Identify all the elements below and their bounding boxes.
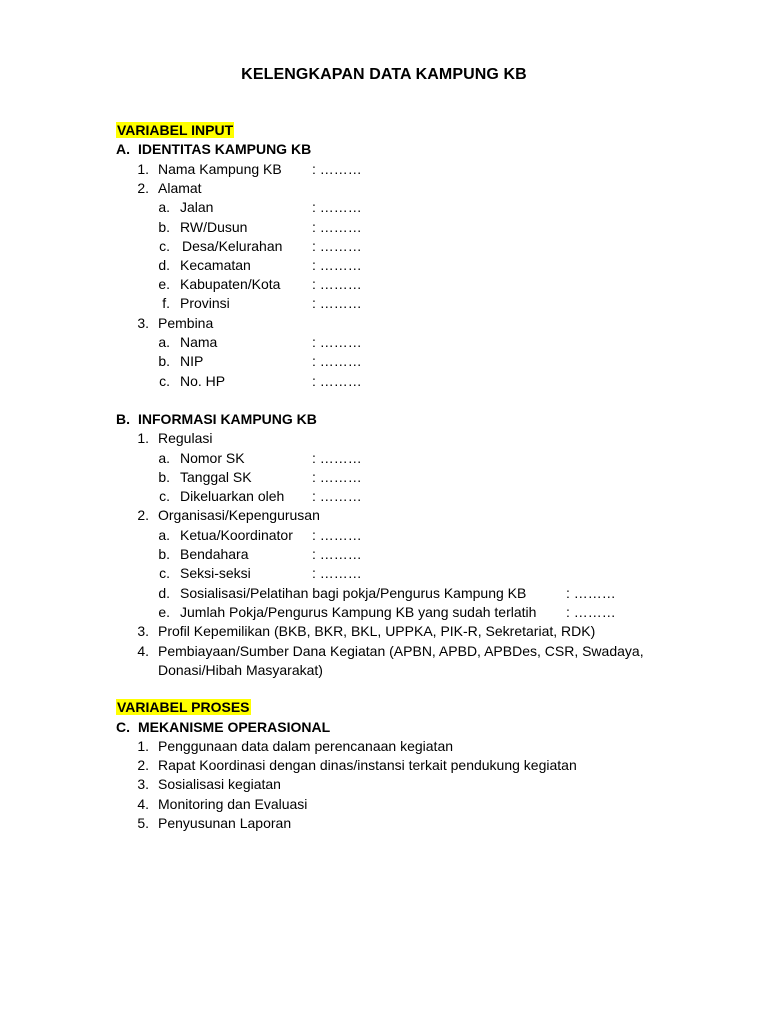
section-c-heading [116, 718, 330, 737]
list-item [0, 468, 768, 487]
item-label: Alamat [158, 180, 202, 196]
list-item [0, 256, 768, 275]
item-number: 3. [137, 623, 149, 639]
item-label: Monitoring dan Evaluasi [158, 796, 308, 812]
item-letter: a. [158, 527, 170, 543]
list-item [0, 372, 768, 391]
item-letter: b. [158, 353, 170, 369]
item-label: Bendahara [180, 546, 249, 562]
section-a-letter: A. [116, 141, 130, 157]
list-item [0, 545, 768, 564]
item-label: Rapat Koordinasi dengan dinas/instansi terkait pendukung kegiatan [158, 757, 577, 773]
item-letter: c. [159, 488, 170, 504]
item-label-continued: Donasi/Hibah Masyarakat) [158, 662, 323, 678]
list-item [0, 333, 768, 352]
list-item [0, 352, 768, 371]
item-letter: a. [158, 199, 170, 215]
item-label: Sosialisasi kegiatan [158, 776, 281, 792]
fill-in-dots: : ……… [312, 373, 362, 389]
list-item [0, 314, 768, 333]
variabel-input-heading [116, 121, 234, 140]
list-item [0, 487, 768, 506]
item-label: Jumlah Pokja/Pengurus Kampung KB yang sudah terlatih [180, 604, 537, 620]
list-item [0, 775, 768, 794]
item-number: 2. [137, 507, 149, 523]
item-letter: a. [158, 334, 170, 350]
item-letter: f. [162, 295, 170, 311]
item-label: No. HP [180, 373, 226, 389]
list-item [0, 237, 768, 256]
item-number: 3. [137, 315, 149, 331]
fill-in-dots: : ……… [312, 199, 362, 215]
fill-in-dots: : ……… [312, 295, 362, 311]
section-c-title: MEKANISME OPERASIONAL [138, 719, 331, 735]
list-item [0, 564, 768, 583]
list-item [0, 814, 768, 833]
item-label: Penggunaan data dalam perencanaan kegiatan [158, 738, 454, 754]
section-b-heading [116, 410, 317, 429]
item-letter: b. [158, 546, 170, 562]
fill-in-dots: : ……… [312, 527, 362, 543]
fill-in-dots: : ……… [312, 565, 362, 581]
list-item-continuation [0, 661, 768, 680]
item-number: 4. [137, 643, 149, 659]
item-letter: e. [158, 276, 170, 292]
section-a-heading [116, 140, 311, 159]
item-label: Kabupaten/Kota [180, 276, 281, 292]
item-label: Penyusunan Laporan [158, 815, 292, 831]
item-label: Sosialisasi/Pelatihan bagi pokja/Pengurus Kampung KB [180, 585, 527, 601]
list-item [0, 179, 768, 198]
list-item [0, 506, 768, 525]
item-label: Nama [180, 334, 218, 350]
item-number: 4. [137, 796, 149, 812]
fill-in-dots: : ……… [312, 353, 362, 369]
fill-in-dots: : ……… [312, 334, 362, 350]
item-letter: d. [158, 585, 170, 601]
fill-in-dots: : ……… [312, 161, 362, 177]
section-c-letter: C. [116, 719, 130, 735]
fill-in-dots: : ……… [312, 257, 362, 273]
item-label: Nama Kampung KB [158, 161, 282, 177]
list-item [0, 429, 768, 448]
section-a-title: IDENTITAS KAMPUNG KB [138, 141, 312, 157]
item-label: Desa/Kelurahan [182, 238, 283, 254]
fill-in-dots: : ……… [312, 488, 362, 504]
fill-in-dots: : ……… [312, 546, 362, 562]
item-label: Tanggal SK [180, 469, 252, 485]
item-letter: a. [158, 450, 170, 466]
item-letter: c. [159, 238, 170, 254]
list-item [0, 622, 768, 641]
variabel-proses-highlight: VARIABEL PROSES [117, 699, 250, 715]
item-letter: b. [158, 219, 170, 235]
item-number: 1. [137, 738, 149, 754]
item-number: 5. [137, 815, 149, 831]
list-item [0, 603, 768, 622]
item-label: NIP [180, 353, 204, 369]
item-label: Pembina [158, 315, 214, 331]
list-item [0, 795, 768, 814]
item-letter: d. [158, 257, 170, 273]
section-b-letter: B. [116, 411, 130, 427]
item-label: Kecamatan [180, 257, 251, 273]
variabel-input-highlight: VARIABEL INPUT [117, 122, 234, 138]
item-letter: b. [158, 469, 170, 485]
item-letter: e. [158, 604, 170, 620]
list-item [0, 584, 768, 603]
item-letter: c. [159, 373, 170, 389]
item-label: Profil Kepemilikan (BKB, BKR, BKL, UPPKA, PIK-R, Sekretariat, RDK) [158, 623, 596, 639]
item-number: 2. [137, 180, 149, 196]
list-item [0, 737, 768, 756]
section-b-title: INFORMASI KAMPUNG KB [138, 411, 317, 427]
list-item [0, 449, 768, 468]
list-item [0, 275, 768, 294]
item-number: 3. [137, 776, 149, 792]
item-number: 2. [137, 757, 149, 773]
fill-in-dots: : ……… [312, 238, 362, 254]
list-item [0, 294, 768, 313]
fill-in-dots: : ……… [566, 585, 616, 601]
list-item [0, 198, 768, 217]
fill-in-dots: : ……… [312, 469, 362, 485]
item-label: Pembiayaan/Sumber Dana Kegiatan (APBN, APBD, APBDes, CSR, Swadaya, [158, 643, 644, 659]
list-item [0, 160, 768, 179]
fill-in-dots: : ……… [312, 219, 362, 235]
item-number: 1. [137, 161, 149, 177]
item-number: 1. [137, 430, 149, 446]
list-item [0, 756, 768, 775]
item-label: Seksi-seksi [180, 565, 251, 581]
item-label: Regulasi [158, 430, 213, 446]
item-label: Provinsi [180, 295, 230, 311]
item-label: RW/Dusun [180, 219, 248, 235]
fill-in-dots: : ……… [312, 276, 362, 292]
list-item [0, 218, 768, 237]
document-title: KELENGKAPAN DATA KAMPUNG KB [241, 66, 527, 83]
item-label: Nomor SK [180, 450, 245, 466]
item-label: Organisasi/Kepengurusan [158, 507, 320, 523]
fill-in-dots: : ……… [566, 604, 616, 620]
item-label: Dikeluarkan oleh [180, 488, 285, 504]
variabel-proses-heading [116, 698, 251, 717]
list-item [0, 526, 768, 545]
item-label: Ketua/Koordinator [180, 527, 293, 543]
item-label: Jalan [180, 199, 214, 215]
list-item [0, 642, 768, 661]
item-letter: c. [159, 565, 170, 581]
fill-in-dots: : ……… [312, 450, 362, 466]
